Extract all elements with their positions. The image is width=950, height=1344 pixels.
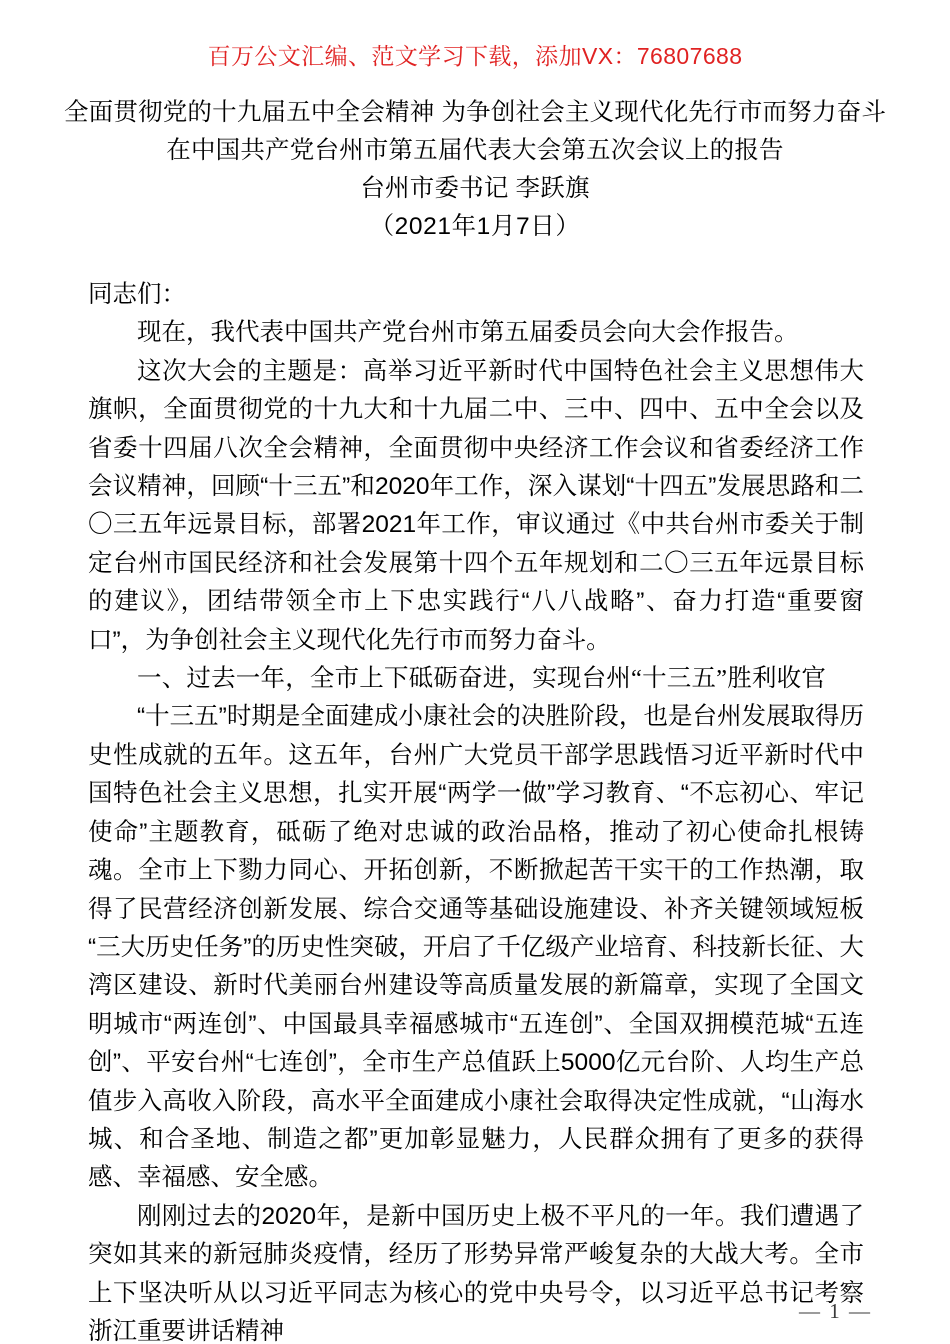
section-heading-1: 一、过去一年，全市上下砥砺奋进，实现台州“十三五”胜利收官: [137, 665, 827, 693]
promo-banner-text: 百万公文汇编、范文学习下载，添加VX：76807688: [207, 43, 743, 69]
paragraph-2: 这次大会的主题是：高举习近平新时代中国特色社会主义思想伟大旗帜，全面贯彻党的十九大和十九届二中、三中、四中、五中全会以及省委十四届八次全会精神，全面贯彻中央经济工作会议和省委经济工作会议精神，回顾“十三五”和2020年工作，深入谋划“十四五”发展思路和二〇三五年远景目标，部署2021年工作，审议通过《中共台州市委关于制定台州市国民经济和社会发展第十四个五年规划和二〇三五年远景目标的建议》，团结带领全市上下忠实践行“八八战略”、奋力打造“重要窗口”，为争创社会主义现代化先行市而努力奋斗。: [88, 357, 864, 654]
title-line-3-author: 台州市委书记 李跃旗: [360, 175, 590, 202]
title-line-4-date: （2021年1月7日）: [369, 213, 581, 240]
document-title-block: [45, 94, 905, 246]
document-body: [88, 276, 864, 1344]
salutation: 同志们：: [88, 281, 186, 308]
paragraph-4: 刚刚过去的2020年，是新中国历史上极不平凡的一年。我们遭遇了突如其来的新冠肺炎疫情，经历了形势异常严峻复杂的大战大考。全市上下坚决听从以习近平同志为核心的党中央号令，以习近平总书记考察浙江重要讲话精神: [88, 1202, 864, 1344]
title-line-2: 在中国共产党台州市第五届代表大会第五次会议上的报告: [166, 137, 784, 164]
title-line-1: 全面贯彻党的十九届五中全会精神 为争创社会主义现代化先行市而努力奋斗: [63, 99, 887, 126]
paragraph-3: “十三五”时期是全面建成小康社会的决胜阶段，也是台州发展取得历史性成就的五年。这五年，台州广大党员干部学思践悟习近平新时代中国特色社会主义思想，扎实开展“两学一做”学习教育、“不忘初心、牢记使命”主题教育，砥砺了绝对忠诚的政治品格，推动了初心使命扎根铸魂。全市上下勠力同心、开拓创新，不断掀起苦干实干的工作热潮，取得了民营经济创新发展、综合交通等基础设施建设、补齐关键领域短板“三大历史任务”的历史性突破，开启了千亿级产业培育、科技新长征、大湾区建设、新时代美丽台州建设等高质量发展的新篇章，实现了全国文明城市“两连创”、中国最具幸福感城市“五连创”、全国双拥模范城“五连创”、平安台州“七连创”，全市生产总值跃上5000亿元台阶、人均生产总值步入高收入阶段，高水平全面建成小康社会取得决定性成就，“山海水城、和合圣地、制造之都”更加彰显魅力，人民群众拥有了更多的获得感、幸福感、安全感。: [88, 703, 864, 1192]
page-number-footer: — 1 —: [799, 1299, 872, 1323]
paragraph-1: 现在，我代表中国共产党台州市第五届委员会向大会作报告。: [137, 319, 799, 347]
